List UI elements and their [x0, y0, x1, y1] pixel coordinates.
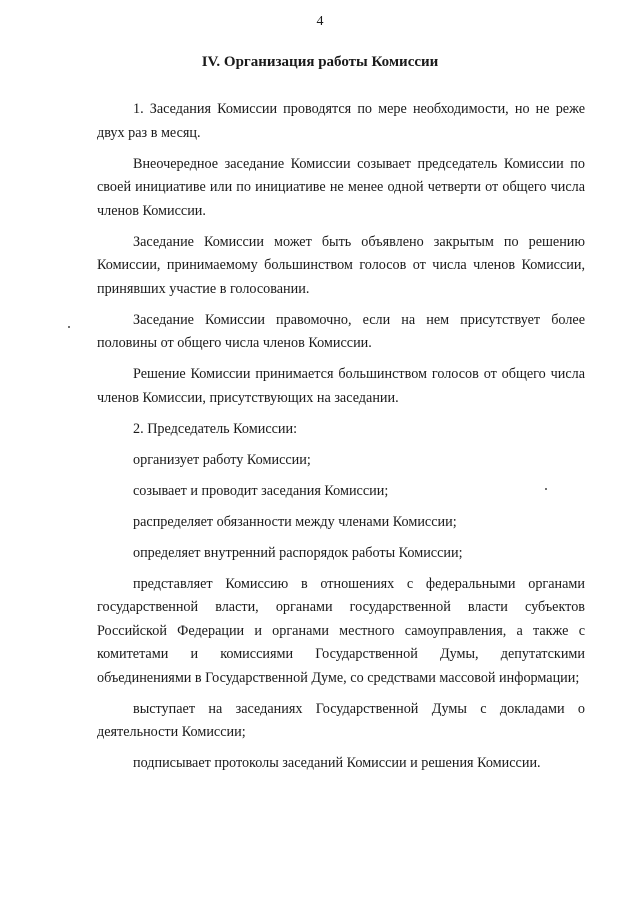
- section-heading: IV. Организация работы Комиссии: [201, 54, 439, 70]
- page-number: 4: [316, 14, 324, 29]
- scan-speck: [68, 326, 70, 328]
- list-item-distributes-duties: распределяет обязанности между членами Комиссии;: [133, 513, 457, 530]
- list-item-defines-routine: определяет внутренний распорядок работы Комиссии;: [133, 544, 463, 561]
- paragraph-closed-meeting: Заседание Комиссии может быть объявлено закрытым по решению Комиссии, принимаемому большинством голосов от числа членов Комиссии, принявших участие в голосовании.: [97, 233, 585, 297]
- paragraph-decision: Решение Комиссии принимается большинством голосов от общего числа членов Комиссии, присутствующих на заседании.: [97, 366, 585, 406]
- list-item-convenes-meetings: созывает и проводит заседания Комиссии;: [133, 482, 389, 499]
- paragraph-chairman-heading: 2. Председатель Комиссии:: [133, 420, 298, 437]
- list-item-organizes-work: организует работу Комиссии;: [133, 451, 311, 468]
- paragraph-quorum: Заседание Комиссии правомочно, если на нем присутствует более половины от общего числа членов Комиссии.: [97, 311, 585, 351]
- list-item-signs-protocols: подписывает протоколы заседаний Комиссии и решения Комиссии.: [133, 755, 541, 771]
- paragraph-meeting-frequency: 1. Заседания Комиссии проводятся по мере необходимости, но не реже двух раз в месяц.: [97, 101, 585, 141]
- document-body: [97, 98, 585, 776]
- list-item-reports-to-duma: выступает на заседаниях Государственной Думы с докладами о деятельности Комиссии;: [97, 700, 585, 740]
- scan-speck: [545, 488, 547, 490]
- paragraph-extraordinary-meeting: Внеочередное заседание Комиссии созывает председатель Комиссии по своей инициативе или по инициативе не менее одной четверти от общего числа членов Комиссии.: [97, 155, 585, 219]
- list-item-represents-commission: представляет Комиссию в отношениях с федеральными органами государственной власти, органами государственной власти субъектов Российской Федерации и органами местного самоуправления, а также с комитетами и комиссиями Государственной Думы, депутатскими объединениями в Государственной Думе, со средствами массовой информации;: [97, 575, 585, 686]
